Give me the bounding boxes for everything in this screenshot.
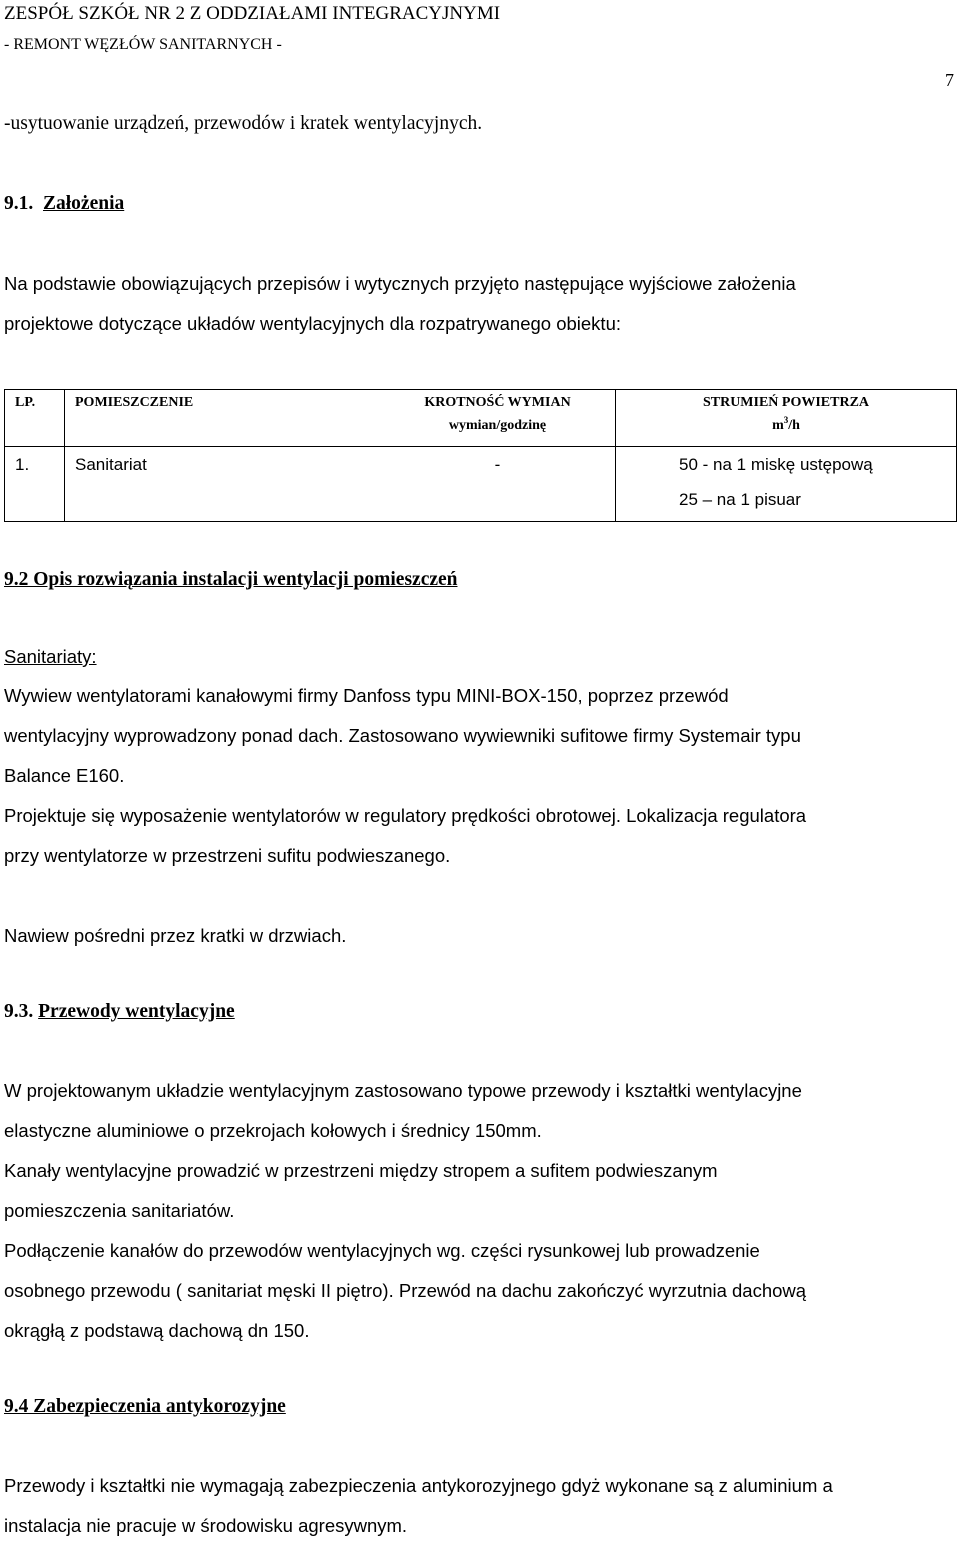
section-9-1-number: 9.1. [4, 193, 34, 214]
cell-airflow-line: 25 – na 1 pisuar [679, 490, 801, 509]
cell-room: Sanitariat [65, 447, 381, 522]
section-9-3-number: 9.3. [4, 1001, 34, 1022]
paragraph-line: elastyczne aluminiowe o przekrojach kołowych i średnicy 150mm. [4, 1120, 542, 1141]
header-exchange-title: KROTNOŚĆ WYMIAN [424, 395, 571, 410]
section-9-3-paragraph [4, 1071, 806, 1351]
cell-exchange: - [380, 447, 616, 522]
paragraph-line: Projektuje się wyposażenie wentylatorów w regulatory prędkości obrotowej. Lokalizacja regulatora [4, 805, 807, 826]
header-airflow-unit: $m^3/h$ [772, 415, 800, 433]
header-school-name: ZESPÓŁ SZKÓŁ NR 2 Z ODDZIAŁAMI INTEGRACYJNYMI [4, 3, 501, 24]
paragraph-line: Przewody i kształtki nie wymagają zabezpieczenia antykorozyjnego gdyż wykonane są z aluminium a [4, 1475, 833, 1496]
paragraph-line: Balance E160. [4, 765, 125, 786]
paragraph-line: osobnego przewodu ( sanitariat męski II piętro). Przewód na dachu zakończyć wyrzutnia dachową [4, 1280, 807, 1301]
paragraph-line: Podłączenie kanałów do przewodów wentylacyjnych wg. części rysunkowej lub prowadzenie [4, 1240, 760, 1261]
header-airflow-title: STRUMIEŃ POWIETRZA [702, 395, 870, 410]
paragraph-line: pomieszczenia sanitariatów. [4, 1200, 235, 1221]
intro-line: -usytuowanie urządzeń, przewodów i kratek wentylacyjnych. [4, 113, 483, 134]
header-exchange [380, 390, 616, 447]
section-9-1-paragraph [4, 264, 796, 344]
paragraph-line: okrągłą z podstawą dachową dn 150. [4, 1320, 310, 1341]
section-9-2-note: Nawiew pośredni przez kratki w drzwiach. [4, 925, 347, 946]
section-9-3-heading [4, 992, 235, 1032]
paragraph-line: projektowe dotyczące układów wentylacyjnych dla rozpatrywanego obiektu: [4, 313, 622, 334]
paragraph-line: Na podstawie obowiązujących przepisów i wytycznych przyjęto następujące wyjściowe założenia [4, 273, 796, 294]
section-9-2-heading: 9.2 Opis rozwiązania instalacji wentylacji pomieszczeń [4, 569, 458, 590]
header-lp: LP. [5, 390, 65, 447]
section-9-3-title: Przewody wentylacyjne [38, 1001, 235, 1022]
paragraph-line: W projektowanym układzie wentylacyjnym zastosowano typowe przewody i kształtki wentylacyjne [4, 1080, 802, 1101]
header-exchange-unit: wymian/godzinę [448, 418, 547, 433]
table-row [5, 447, 957, 522]
header-airflow [616, 390, 957, 447]
table-header-row [5, 390, 957, 447]
header-subtitle: - REMONT WĘZŁÓW SANITARNYCH - [4, 36, 282, 53]
ventilation-table [4, 389, 957, 522]
cell-airflow-line: 50 - na 1 miskę ustępową [679, 455, 873, 474]
section-9-2-paragraph [4, 676, 806, 876]
paragraph-line: przy wentylatorze w przestrzeni sufitu podwieszanego. [4, 845, 451, 866]
section-9-1-title: Założenia [43, 193, 125, 214]
paragraph-line: instalacja nie pracuje w środowisku agresywnym. [4, 1515, 408, 1536]
section-9-4-heading: 9.4 Zabezpieczenia antykorozyjne [4, 1396, 286, 1417]
cell-lp: 1. [5, 447, 65, 522]
header-room: POMIESZCZENIE [65, 390, 381, 447]
paragraph-line: wentylacyjny wyprowadzony ponad dach. Zastosowano wywiewniki sufitowe firmy Systemair typu [4, 725, 801, 746]
section-9-4-paragraph [4, 1466, 833, 1546]
section-9-2-subheading: Sanitariaty: [4, 646, 97, 667]
page-number: 7 [945, 70, 954, 90]
cell-airflow [616, 447, 957, 522]
paragraph-line: Kanały wentylacyjne prowadzić w przestrzeni między stropem a sufitem podwieszanym [4, 1160, 718, 1181]
paragraph-line: Wywiew wentylatorami kanałowymi firmy Danfoss typu MINI-BOX-150, poprzez przewód [4, 685, 729, 706]
section-9-1-heading [4, 184, 124, 224]
